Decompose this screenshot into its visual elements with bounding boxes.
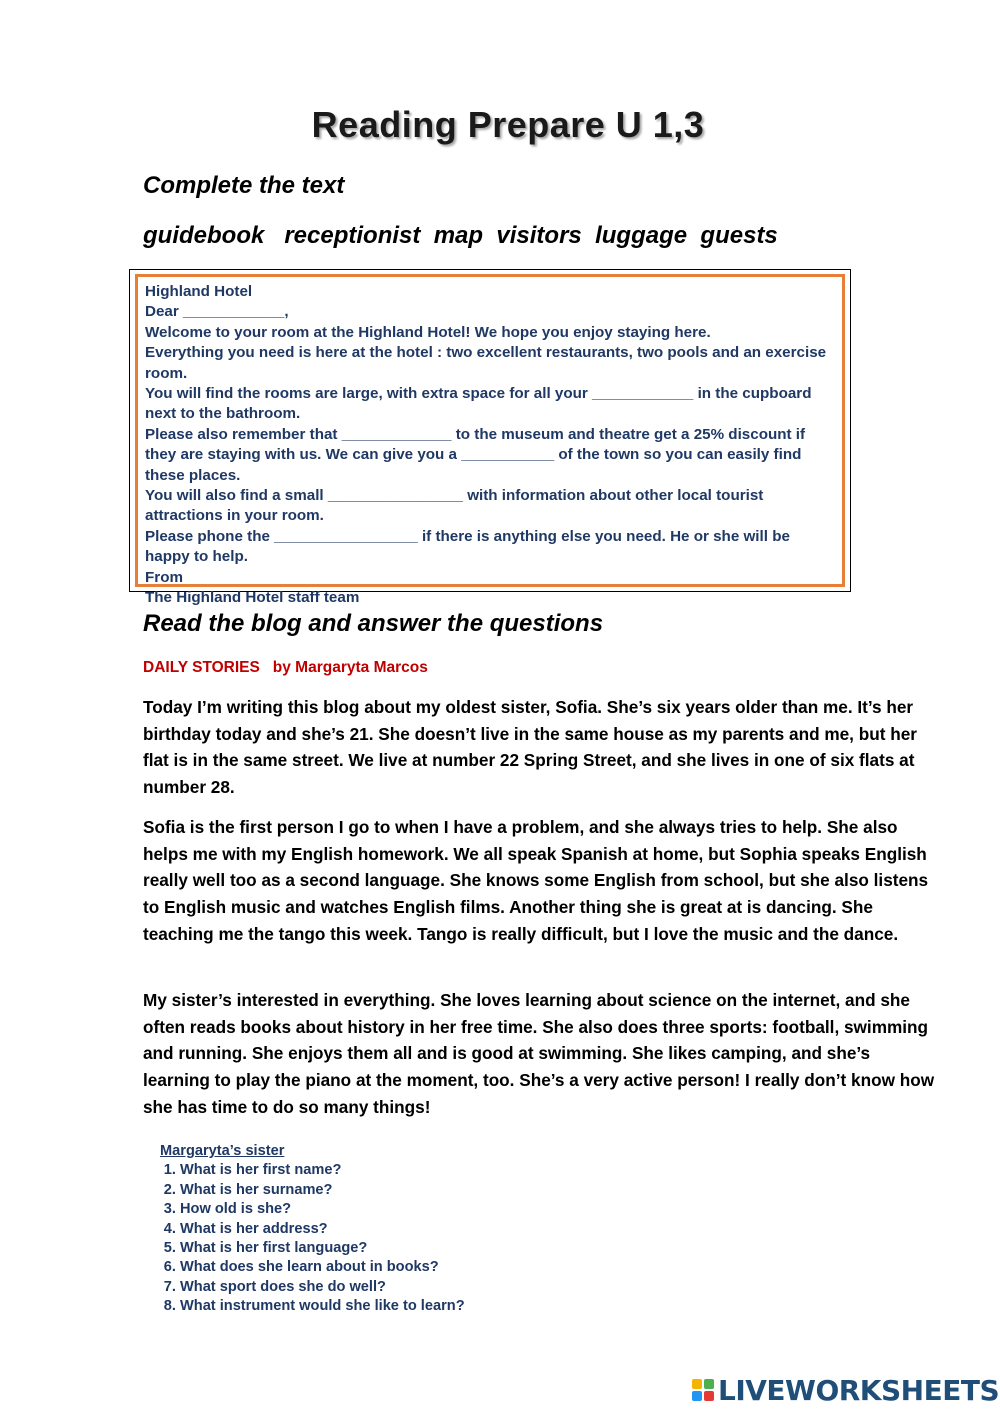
letter-line-rooms: You will find the rooms are large, with extra space for all your ____________ in the cupboard next to the bathroom. [145, 385, 812, 423]
letter-line-signature: The Highland Hotel staff team [145, 589, 360, 607]
blog-title: DAILY STORIES by Margaryta Marcos [143, 659, 428, 676]
logo-icon [692, 1379, 714, 1401]
logo-text: LIVEWORKSHEETS [718, 1373, 1000, 1407]
page-title: Reading Prepare U 1,3 [311, 104, 705, 145]
blog-paragraph-2: Sofia is the first person I go to when I have a problem, and she always tries to help. She also helps me with my English homework. We all speak Spanish at home, but Sophia speaks English really well too as a second language. She knows some English from school, but she also listens to English music and watches English films. Another thing she is great at is dancing. She teaching me the tango this week. Tango is really difficult, but I love the music and the dance. [143, 817, 929, 944]
question-item: 1. What is her first name? [180, 1161, 465, 1180]
letter-line-discount: Please also remember that _____________ to the museum and theatre get a 25% discount if they are staying with us. We can give you a ___________ of the town so you can easily find these places. [145, 425, 806, 484]
section-heading-complete-text: Complete the text [143, 172, 345, 199]
blog-paragraph-1: Today I’m writing this blog about my oldest sister, Sofia. She’s six years older than me. It’s her birthday today and she’s 21. She doesn’t live in the same house as my parents and me, but her flat is in the same street. We live at number 22 Spring Street, and she lives in one of six flats at number 28. [143, 697, 917, 798]
question-item: 6. What does she learn about in books? [180, 1258, 465, 1277]
letter-line-phone: Please phone the _________________ if there is anything else you need. He or she will be happy to help. [145, 527, 790, 566]
question-item: 3. How old is she? [180, 1200, 465, 1219]
word-bank: guidebook receptionist map visitors luggage guests [143, 222, 778, 249]
question-item: 2. What is her surname? [180, 1181, 465, 1200]
section-heading-blog: Read the blog and answer the questions [143, 610, 604, 637]
letter-line-small: You will also find a small ________________ with information about other local tourist attractions in your room. [145, 487, 764, 525]
questions-title: Margaryta’s sister [160, 1143, 285, 1159]
question-item: 4. What is her address? [180, 1220, 465, 1239]
question-item: 7. What sport does she do well? [180, 1278, 465, 1297]
logo-square [704, 1379, 714, 1389]
logo-square [704, 1391, 714, 1401]
letter-box [129, 269, 851, 607]
letter-line-everything: Everything you need is here at the hotel : two excellent restaurants, two pools and an exercise room. [145, 344, 827, 382]
logo-square [692, 1391, 702, 1401]
questions-block [160, 1142, 465, 1317]
liveworksheets-logo[interactable] [692, 1373, 999, 1407]
blog-paragraph-3: My sister’s interested in everything. She loves learning about science on the internet, and she often reads books about history in her free time. She also does three sports: football, swimming and running. She enjoys them all and is good at swimming. She likes camping, and she’s learning to play the piano at the moment, too. She’s a very active person! I really don’t know how she has time to do so many things! [143, 990, 935, 1117]
letter-line-welcome: Welcome to your room at the Highland Hotel! We hope you enjoy staying here. [145, 323, 711, 341]
letter-line-from: From [145, 568, 183, 586]
letter-line-dear: Dear ____________, [145, 303, 289, 321]
question-item: 8. What instrument would she like to learn? [180, 1297, 465, 1316]
question-item: 5. What is her first language? [180, 1239, 465, 1258]
logo-square [692, 1379, 702, 1389]
letter-content [135, 274, 845, 607]
questions-list [160, 1161, 465, 1316]
letter-line-hotel-name: Highland Hotel [145, 283, 253, 300]
